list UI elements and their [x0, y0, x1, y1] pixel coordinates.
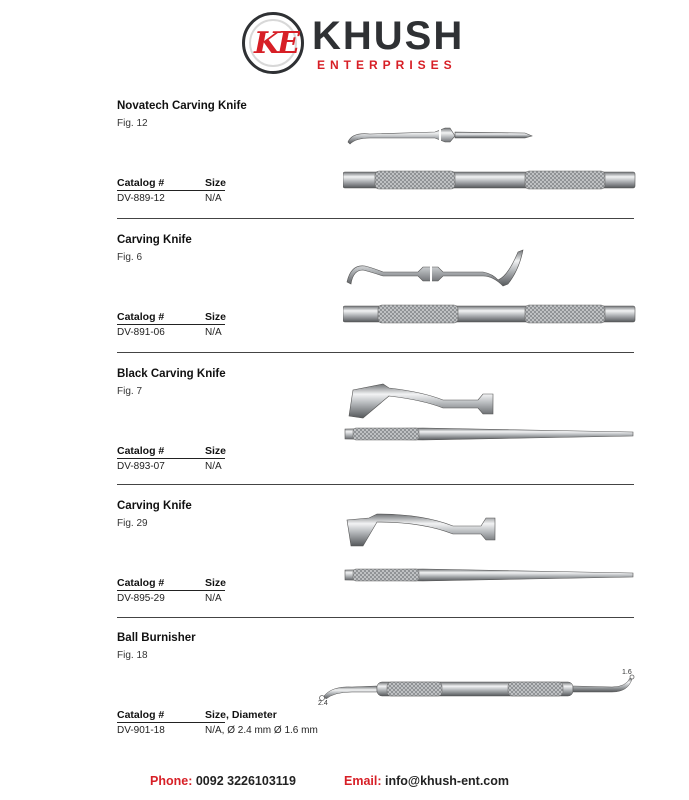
product-title: Carving Knife: [117, 234, 192, 246]
section-divider: [117, 218, 634, 219]
size-value: N/A: [205, 327, 222, 338]
tool-handle-image: [343, 424, 637, 444]
catalog-header: Catalog #: [117, 709, 165, 721]
product-figure: Fig. 18: [117, 650, 148, 661]
header-rule: [117, 190, 225, 191]
section-divider: [117, 617, 634, 618]
tool-tip-image: [343, 508, 503, 553]
tool-handle-image: [343, 565, 637, 585]
tip-label-right: 1.6: [622, 669, 632, 676]
tip-label-left: 2.4: [318, 700, 328, 707]
size-header: Size: [205, 177, 227, 189]
size-header: Size: [205, 577, 227, 589]
product-title: Novatech Carving Knife: [117, 100, 247, 112]
catalog-header: Catalog #: [117, 311, 165, 323]
product-figure: Fig. 7: [117, 386, 143, 397]
tool-tip-image: [343, 378, 503, 423]
phone-number: 0092 3226103119: [195, 774, 296, 788]
size-header: Size: [205, 445, 227, 457]
footer-phone: [150, 774, 296, 788]
size-value: N/A: [205, 193, 222, 204]
catalog-number: DV-893-07: [117, 461, 165, 472]
header-rule: [117, 722, 225, 723]
product-title: Carving Knife: [117, 500, 192, 512]
tool-handle-image: [343, 166, 637, 196]
header-rule: [117, 458, 225, 459]
product-figure: Fig. 29: [117, 518, 148, 529]
email-label: Email:: [344, 774, 382, 788]
header-rule: [117, 324, 225, 325]
section-divider: [117, 484, 634, 485]
catalog-header: Catalog #: [117, 445, 165, 457]
catalog-header: Catalog #: [117, 177, 165, 189]
catalog-number: DV-895-29: [117, 593, 165, 604]
section-divider: [117, 352, 634, 353]
size-value: N/A: [205, 461, 222, 472]
product-figure: Fig. 12: [117, 118, 148, 129]
email-address: info@khush-ent.com: [385, 774, 509, 788]
catalog-number: DV-891-06: [117, 327, 165, 338]
tool-tip-image: [340, 120, 540, 150]
catalog-header: Catalog #: [117, 577, 165, 589]
brand-name: KHUSH: [312, 14, 465, 58]
footer-email: [344, 774, 509, 788]
product-figure: Fig. 6: [117, 252, 143, 263]
product-title: Black Carving Knife: [117, 368, 226, 380]
tool-image: [312, 668, 642, 713]
brand-tagline: ENTERPRISES: [317, 58, 457, 72]
brand-logo: [242, 12, 465, 80]
product-title: Ball Burnisher: [117, 632, 196, 644]
catalog-number: DV-889-12: [117, 193, 165, 204]
phone-label: Phone:: [150, 774, 193, 788]
size-diameter-header: Size, Diameter: [205, 709, 277, 721]
size-header: Size: [205, 311, 227, 323]
logo-emblem: [242, 12, 304, 74]
header-rule: [117, 590, 225, 591]
tool-handle-image: [343, 300, 637, 330]
logo-monogram: KE: [254, 26, 297, 61]
tool-tip-image: [343, 246, 533, 291]
size-value: N/A: [205, 593, 222, 604]
catalog-number: DV-901-18: [117, 725, 165, 736]
size-value: N/A, Ø 2.4 mm Ø 1.6 mm: [205, 725, 318, 736]
